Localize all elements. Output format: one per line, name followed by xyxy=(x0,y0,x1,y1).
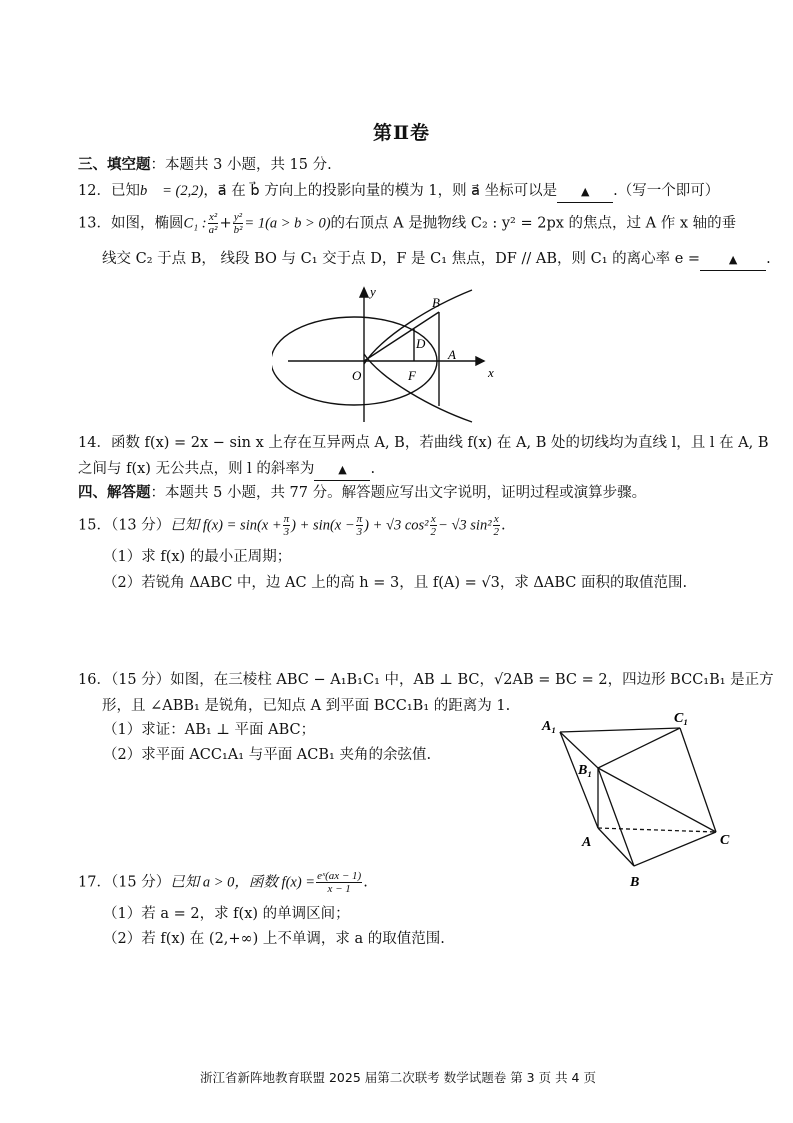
section-label: 四、解答题 xyxy=(78,484,151,501)
question-17-part1: （1）若 a = 2，求 f(x) 的单调区间； xyxy=(103,906,350,922)
frac-pi-3-b: $\frac{\pi}{3}$ xyxy=(356,513,363,538)
q17-end: . xyxy=(363,874,368,891)
q12-vector: b⃗ = (2,2) xyxy=(139,183,204,199)
question-14-line2 xyxy=(78,459,375,481)
label-F: F xyxy=(408,368,416,383)
question-14-line1 xyxy=(78,433,769,453)
q14-text: 函数 f(x) = 2x − sin x 上存在互异两点 A, B，若曲线 f(x) 在 A, B 处的切线均为直线 l，且 l 在 A, B xyxy=(110,435,769,451)
label-A: A xyxy=(582,835,592,850)
question-number: 15．（13 分） xyxy=(78,517,171,534)
question-17-part2: （2）若 f(x) 在 (2,+∞) 上不单调，求 a 的取值范围. xyxy=(103,931,445,947)
question-16-line1 xyxy=(78,670,774,690)
section-label: 三、填空题 xyxy=(78,156,151,173)
question-16-part1: （1）求证：AB₁ ⊥ 平面 ABC； xyxy=(103,722,316,738)
page-title: 第Ⅱ卷 xyxy=(373,122,431,144)
q15-mid2: ) + √3 cos² xyxy=(364,517,429,534)
question-13-line2: 线交 C₂ 于点 B， 线段 BO 与 C₁ 交于点 D，F 是 C₁ 焦点，DF // AB，则 C₁ 的离心率 e = ▲ . xyxy=(102,249,771,271)
q15-mid1: ) + sin(x − xyxy=(291,517,355,534)
question-number: 14． xyxy=(78,435,111,451)
frac-pi-3: $\frac{\pi}{3}$ xyxy=(283,513,290,538)
frac-x-2: $\frac{x}{2}$ xyxy=(430,513,437,538)
q15-mid3: − √3 sin² xyxy=(438,517,492,534)
prism-figure xyxy=(538,706,738,890)
blank-marker: ▲ xyxy=(728,253,738,266)
answer-blank[interactable] xyxy=(557,181,613,203)
q14-end: . xyxy=(370,461,376,477)
section-fill-in-header xyxy=(78,155,332,175)
q14-text-2: 之间与 f(x) 无公共点，则 l 的斜率为 xyxy=(78,461,315,477)
section-desc: ：本题共 3 小题，共 15 分. xyxy=(150,157,332,173)
blank-marker: ▲ xyxy=(338,463,347,476)
label-O: O xyxy=(352,368,362,383)
question-number: 16．（15 分） xyxy=(78,672,171,688)
question-16-part2: （2）求平面 ACC₁A₁ 与平面 ACB₁ 夹角的余弦值. xyxy=(103,747,432,763)
ellipse-parabola-figure xyxy=(272,282,512,430)
question-15-stem xyxy=(78,513,506,538)
answer-blank[interactable] xyxy=(314,459,370,481)
q12-pre: 已知 xyxy=(110,183,140,199)
q13-text-2: 线交 C₂ 于点 B， 线段 BO 与 C₁ 交于点 D，F 是 C₁ 焦点，DF // AB，则 C₁ 的离心率 e = xyxy=(102,251,701,267)
label-D: D xyxy=(416,336,426,351)
question-number: 12． xyxy=(78,183,111,199)
question-15-part2: （2）若锐角 ΔABC 中，边 AC 上的高 h = 3，且 f(A) = √3，求 ΔABC 面积的取值范围. xyxy=(103,575,688,591)
q12-mid: ，a⃗ 在 b⃗ 方向上的投影向量的模为 1，则 a⃗ 坐标可以是 xyxy=(203,183,558,199)
blank-marker: ▲ xyxy=(580,185,590,198)
section-answer-header xyxy=(78,483,646,503)
label-A: A xyxy=(448,347,456,362)
ellipse-rhs: = 1(a > b > 0) xyxy=(244,215,331,232)
ellipse-lhs: C₁ : xyxy=(183,215,207,232)
question-16-line2: 形，且 ∠ABB₁ 是锐角，已知点 A 到平面 BCC₁B₁ 的距离为 1. xyxy=(102,698,511,714)
frac-x-2-b: $\frac{x}{2}$ xyxy=(493,513,500,538)
q15-pre: 已知 f(x) = sin(x + xyxy=(170,517,282,534)
question-number: 17．（15 分） xyxy=(78,874,171,891)
question-15-part1: （1）求 f(x) 的最小正周期； xyxy=(103,549,292,565)
frac-x2-a2: $\frac{\text{x²}}{\text{a²}}$ xyxy=(208,211,218,236)
frac-f17: $\frac{\text{eˣ(ax − 1)}}{x - 1}$ xyxy=(317,870,362,895)
question-13-line1: 13．如图，椭圆C₁ : $\frac{\text{x²}}{\text{a²}}$ + $\frac{\text{y²}}{\text{b²}}$ = 1(a > b > 0)的右顶点 A 是抛物线 C₂ : y² = 2px 的焦点，过 A 作 x 轴的垂 xyxy=(78,211,737,236)
q17-pre: 已知 a > 0，函数 f(x) = xyxy=(170,874,316,891)
q13-text: 如图，椭圆 xyxy=(110,215,184,232)
question-12 xyxy=(78,181,719,203)
question-17-stem xyxy=(78,870,368,895)
label-C: C xyxy=(720,833,730,848)
label-x: x xyxy=(488,365,494,380)
q16-text: 如图，在三棱柱 ABC − A₁B₁C₁ 中，AB ⊥ BC，√2AB = BC = 2，四边形 BCC₁B₁ 是正方 xyxy=(170,672,774,688)
q15-end: . xyxy=(501,517,506,534)
label-y: y xyxy=(370,284,376,299)
label-B1: B₁ xyxy=(578,763,593,778)
question-number: 13． xyxy=(78,215,111,232)
answer-blank[interactable] xyxy=(700,249,766,271)
q12-post: .（写一个即可） xyxy=(613,183,720,199)
label-B: B xyxy=(432,295,440,310)
label-C1: C₁ xyxy=(674,711,689,726)
q13-text-b: 的右顶点 A 是抛物线 C₂ : y² = 2px 的焦点，过 A 作 x 轴的垂 xyxy=(330,215,737,232)
section-desc: ：本题共 5 小题，共 77 分。解答题应写出文字说明，证明过程或演算步骤。 xyxy=(150,485,647,501)
page-footer: 浙江省新阵地教育联盟 2025 届第二次联考 数学试题卷 第 3 页 共 4 页 xyxy=(200,1070,596,1085)
label-B: B xyxy=(630,875,640,890)
frac-y2-b2: $\frac{\text{y²}}{\text{b²}}$ xyxy=(233,211,243,236)
label-A1: A₁ xyxy=(542,719,557,734)
